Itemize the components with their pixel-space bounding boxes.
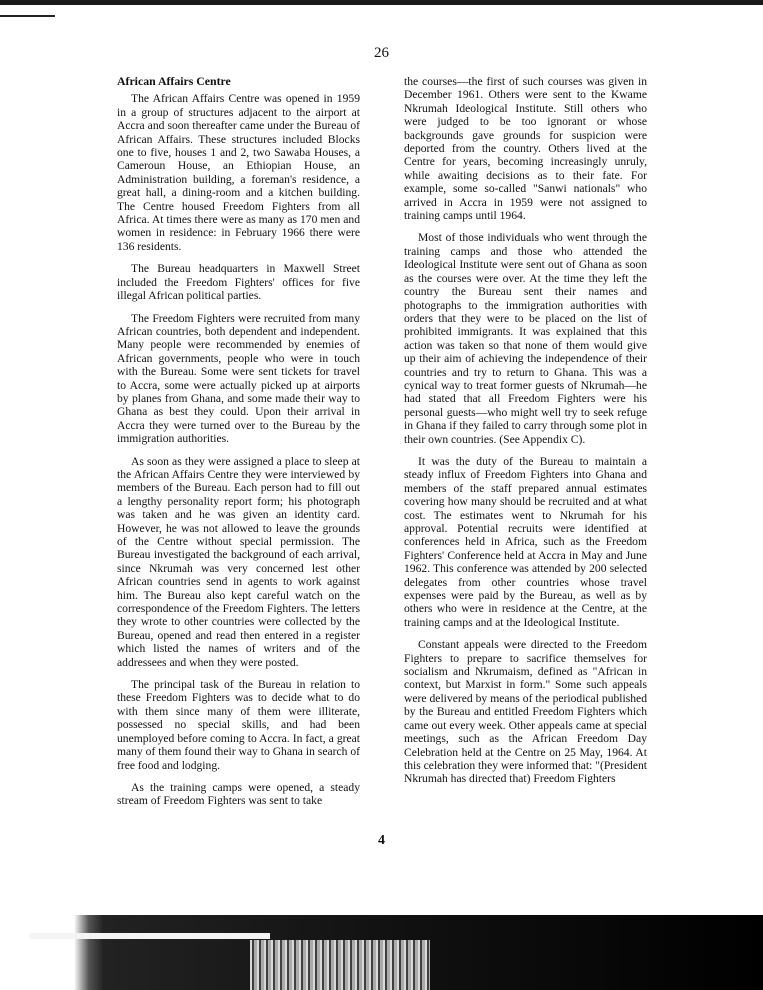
- paragraph: The Freedom Fighters were recruited from many African countries, both dependent and independent. Many people were recommended by enemies of African governments, people who were in touch with the Bureau. Some were sent tickets for travel to Accra, some were actually picked up at airports by planes from Ghana, and some made their way to Ghana as best they could. Upon their arrival in Accra they were turned over to the Bureau by the immigration authorities.: [117, 311, 360, 446]
- paragraph: It was the duty of the Bureau to maintain a steady influx of Freedom Fighters into Ghana and members of the staff prepared annual estimates covering how many should be recruited and at what cost. The estimates went to Nkrumah for his approval. Potential recruits were identified at conferences held in Africa, such as the Freedom Fighters' Conference held at Accra in May and June 1962. This conference was attended by 200 selected delegates from other countries whose travel expenses were paid by the Bureau, as well as by others who were in residence at the Centre, at the training camps and at the Ideological Institute.: [404, 454, 647, 629]
- paragraph: Most of those individuals who went through the training camps and those who attended the Ideological Institute were sent out of Ghana as soon as the courses were over. At the time they left the country the Bureau sent their names and photographs to the immigration authorities with orders that they were to be placed on the list of prohibited immigrants. It was explained that this action was taken so that none of them would give up their aim of achieving the independence of their countries and try to return to Ghana. This was a cynical way to treat former guests of Nkrumah—he had stated that all Freedom Fighters were his personal guests—who might well try to seek refuge in Ghana if they failed to carry through some plot in their own countries. (See Appendix C).: [404, 231, 647, 446]
- section-heading: African Affairs Centre: [117, 74, 231, 88]
- paragraph: The Bureau headquarters in Maxwell Street included the Freedom Fighters' offices for five illegal African political parties.: [117, 262, 360, 303]
- paragraph: Constant appeals were directed to the Freedom Fighters to prepare to sacrifice themselves for socialism and Nkrumaism, defined as "African in context, but Marxist in form." Some such appeals were delivered by means of the periodical published by the Bureau and entitled Freedom Fighters which came out every week. Other appeals came at special meetings, such as the African Freedom Day Celebration held at the Centre on 25 May, 1964. At this celebration they were informed that: "(President Nkrumah has directed that) Freedom Fighters: [404, 638, 647, 786]
- page-number-bottom: 4: [378, 833, 385, 848]
- scan-noise: [250, 940, 430, 990]
- scan-edge-mark: [0, 5, 55, 17]
- paragraph: The African Affairs Centre was opened in 1959 in a group of structures adjacent to the airport at Accra and soon thereafter came under the Bureau of African Affairs. These structures included Blocks one to five, houses 1 and 2, two Sawaba Houses, a Cameroun House, an Ethiopian House, an Administration building, a foreman's residence, a great hall, a dining-room and a kitchen building. The Centre housed Freedom Fighters from all Africa. At times there were as many as 170 men and women in residence: in February 1966 there were 136 residents.: [117, 92, 360, 253]
- page-number-top: 26: [374, 45, 389, 61]
- paragraph: the courses—the first of such courses was given in December 1961. Others were sent to the Kwame Nkrumah Ideological Institute. Still others who were judged to be too ignorant or whose backgrounds gave grounds for suspicion were deported from the country. Others lived at the Centre for years, becoming increasingly unruly, while awaiting decisions as to their fate. For example, some so-called "Sanwi nationals" who arrived in Accra in 1959 were not assigned to training camps until 1964.: [404, 75, 647, 223]
- paragraph: As soon as they were assigned a place to sleep at the African Affairs Centre they were interviewed by members of the Bureau. Each person had to fill out a lengthy personality report form; his photograph was taken and he was given an identity card. However, he was not allowed to leave the grounds of the Centre without special permission. The Bureau investigated the background of each arrival, since Nkrumah was very concerned lest other African countries send in agents to work against him. The Bureau also kept careful watch on the correspondence of the Freedom Fighters. The letters they wrote to other countries were collected by the Bureau, opened and read then entered in a register which listed the names of writers and of the addressees and when they were posted.: [117, 454, 360, 669]
- left-column: [117, 75, 360, 817]
- right-column: [404, 75, 647, 795]
- paragraph: As the training camps were opened, a steady stream of Freedom Fighters was sent to take: [117, 780, 360, 808]
- scan-top-border: [0, 0, 763, 5]
- scan-stripe: [30, 933, 270, 939]
- paragraph: The principal task of the Bureau in relation to these Freedom Fighters was to decide what to do with them since many of them were illiterate, possessed no special skills, and had been unemployed before coming to Accra. In fact, a great many of them found their way to Ghana in search of free food and lodging.: [117, 678, 360, 772]
